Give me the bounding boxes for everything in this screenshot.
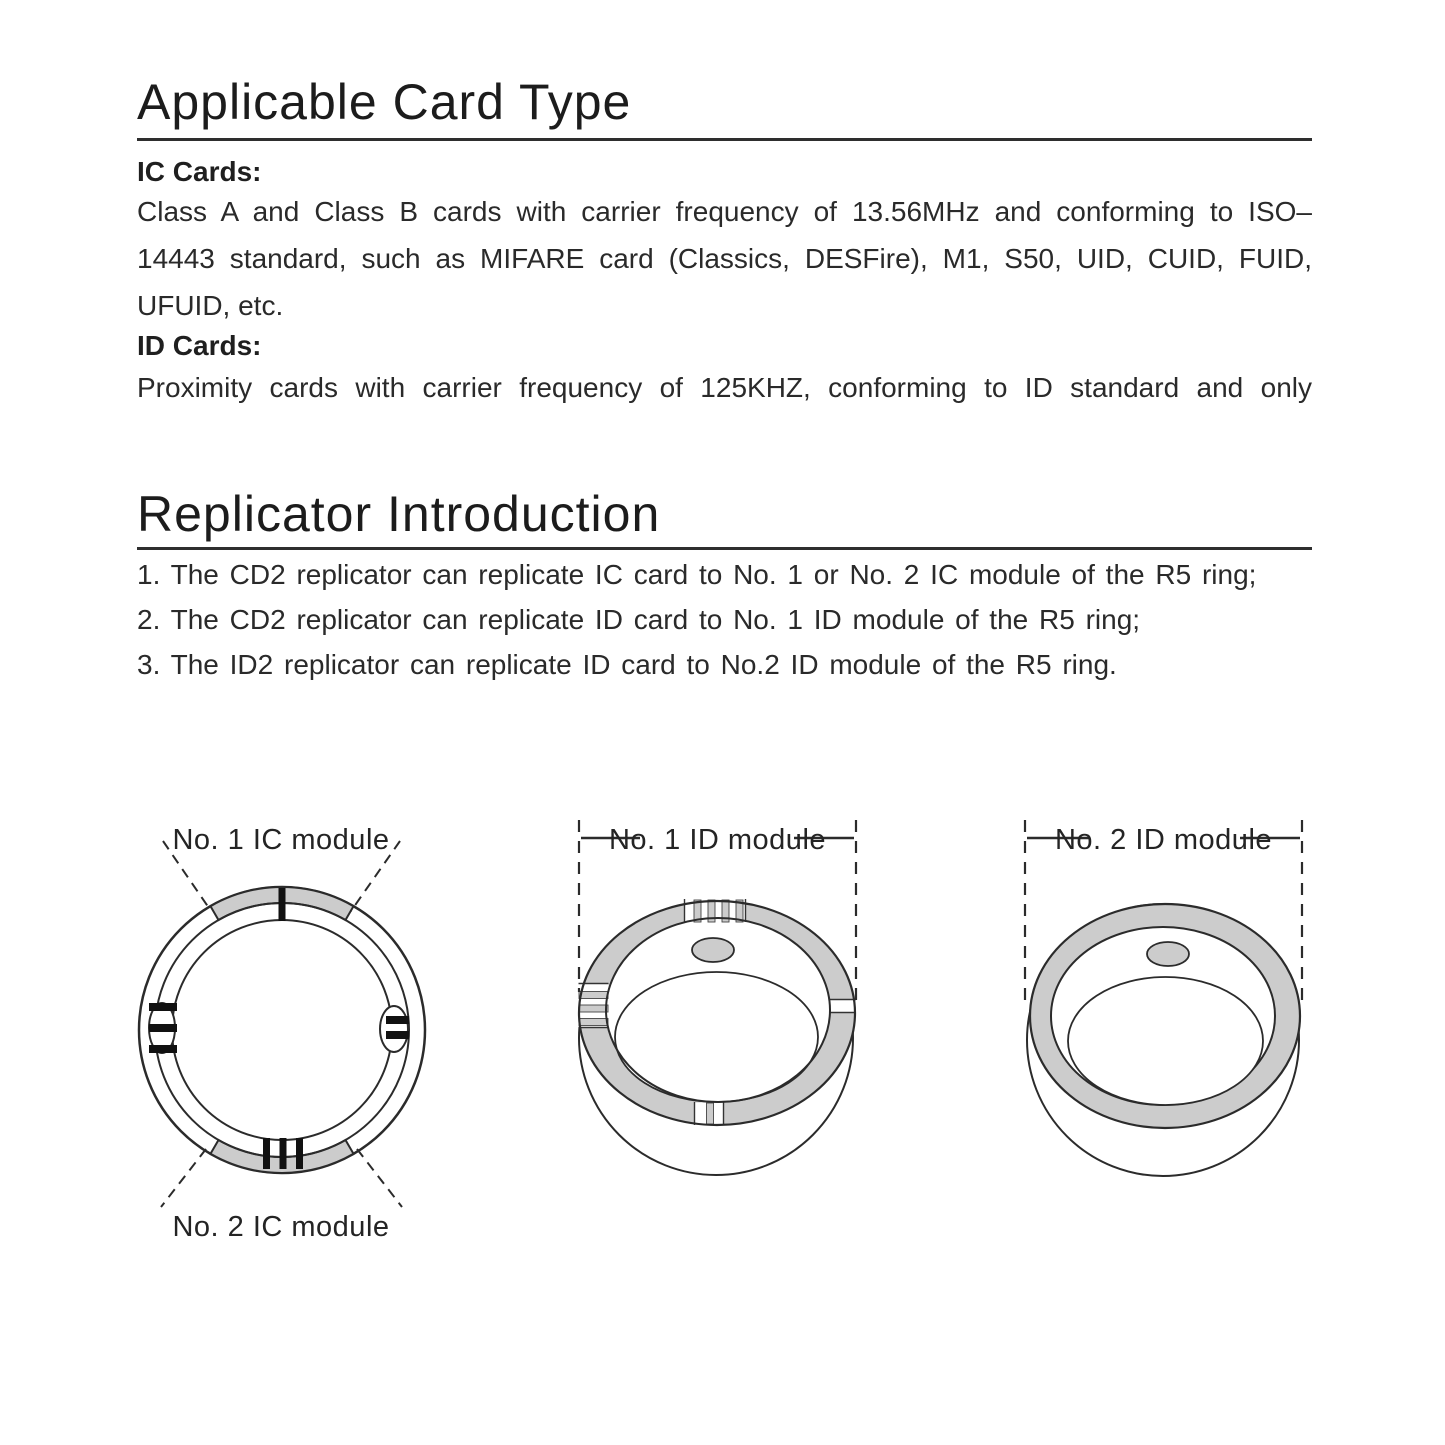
bottom-stripe-module <box>694 1102 724 1125</box>
label-no1-id-module: No. 1 ID module <box>608 824 827 856</box>
replicator-list <box>137 552 1397 687</box>
section-divider-2 <box>137 547 1312 550</box>
diagram-id-ring-1 <box>579 820 857 1175</box>
section-divider-1 <box>137 138 1312 141</box>
label-no2-id-module: No. 2 ID module <box>1054 824 1273 856</box>
module-2-tick <box>263 1138 270 1169</box>
section-title-applicable-card-type: Applicable Card Type <box>137 74 632 130</box>
list-item-1: 1. The CD2 replicator can replicate IC card to No. 1 or No. 2 IC module of the R5 ring; <box>137 559 1257 590</box>
list-item-3: 3. The ID2 replicator can replicate ID card to No.2 ID module of the R5 ring. <box>137 649 1117 680</box>
paragraph-line: UFUID, etc. <box>137 290 284 321</box>
module-2-tick <box>296 1138 303 1169</box>
module-2-tick <box>280 1138 287 1169</box>
id-cards-paragraph <box>137 364 1312 411</box>
id-cards-label: ID Cards: <box>137 330 262 361</box>
leader-line <box>357 1149 402 1207</box>
left-connector-bar <box>149 1003 177 1011</box>
paragraph-line: 14443 standard, such as MIFARE card (Classics, DESFire), M1, S50, UID, CUID, FUID, <box>137 243 1312 274</box>
right-connector-ellipse <box>380 1006 408 1052</box>
label-no2-ic-module: No. 2 IC module <box>172 1211 390 1243</box>
list-item-2: 2. The CD2 replicator can replicate ID card to No. 1 ID module of the R5 ring; <box>137 604 1141 635</box>
left-connector-bar <box>149 1045 177 1053</box>
section-title-replicator-introduction: Replicator Introduction <box>137 486 661 542</box>
right-connector-bar <box>386 1031 409 1039</box>
left-connector-bar <box>149 1024 177 1032</box>
diagram-id-ring-2 <box>1025 820 1302 1176</box>
label-no1-ic-module: No. 1 IC module <box>172 824 390 856</box>
ic-cards-label: IC Cards: <box>137 156 262 187</box>
leader-line <box>161 1149 206 1207</box>
right-connector-bar <box>386 1016 409 1024</box>
paragraph-line: Class A and Class B cards with carrier frequency of 13.56MHz and conforming to ISO– <box>137 196 1312 227</box>
indicator-dot <box>692 938 734 962</box>
ic-cards-paragraph <box>137 188 1312 329</box>
indicator-dot <box>1147 942 1189 966</box>
ring-modules-figure <box>0 790 1445 1270</box>
module-1-tick <box>279 888 286 921</box>
paragraph-line: Proximity cards with carrier frequency of 125KHZ, conforming to ID standard and only <box>137 372 1312 403</box>
right-notch <box>829 999 856 1013</box>
diagram-ic-ring-front <box>139 824 425 1243</box>
ring-hole <box>1068 977 1263 1105</box>
